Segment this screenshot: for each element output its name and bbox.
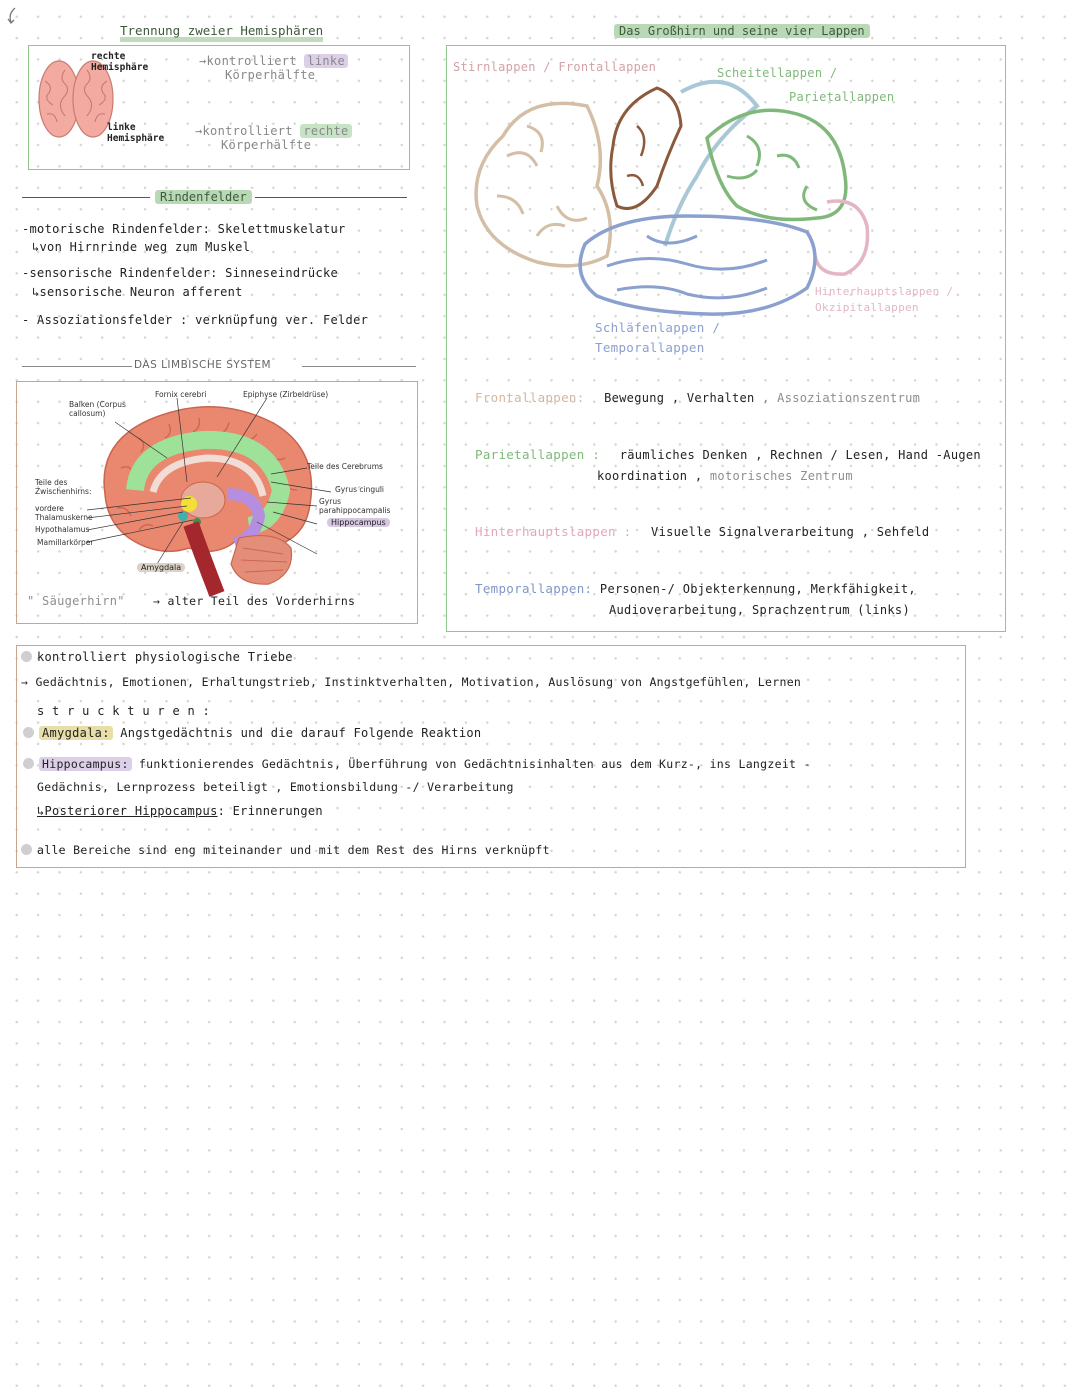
- functions-line: → Gedächtnis, Emotionen, Erhaltungstrieb, Instinktverhalten, Motivation, Auslösung von Angstgefühlen, Lernen: [21, 675, 802, 689]
- label-hypothalamus: Hypothalamus: [35, 525, 90, 534]
- divider-line: [255, 197, 407, 198]
- bullet-icon: [23, 758, 34, 769]
- lobes-title: Das Großhirn und seine vier Lappen: [614, 24, 870, 38]
- sensory-fields-detail: ↳sensorische Neuron afferent: [32, 285, 243, 299]
- parietallappen-function: Parietallappen : räumliches Denken , Rechnen / Lesen, Hand -Augen koordination , motorisches Zentrum: [475, 447, 981, 483]
- stirnlappen-label: Stirnlappen / Frontallappen: [453, 60, 657, 74]
- limbic-details-box: [16, 645, 966, 868]
- label-cerebrum: Teile des Cerebrums: [307, 462, 383, 471]
- strukturen-heading: s t r u c k t u r e n :: [37, 704, 211, 718]
- association-fields-line: - Assoziationsfelder : verknüpfung ver. Felder: [22, 313, 369, 327]
- hemispheres-box: [28, 45, 410, 170]
- temporallappen-function: Temporallappen: Personen-/ Objekterkennung, Merkfähigkeit, Audioverarbeitung, Sprachzentrum (links): [475, 581, 916, 617]
- posterior-hippocampus-line: ↳Posteriorer Hippocampus: Erinnerungen: [37, 804, 323, 818]
- label-gyrus-cinguli: Gyrus cinguli: [335, 485, 385, 494]
- scheitellappen-label: Scheitellappen /: [717, 66, 838, 80]
- hippocampus-line-2: Gedächnis, Lernprozess beteiligt , Emotionsbildung -/ Verarbeitung: [37, 780, 514, 794]
- limbic-box: [16, 381, 418, 624]
- bullet-icon: [21, 651, 32, 662]
- bullet-icon: [23, 727, 34, 738]
- left-hemisphere-function: →kontrolliert rechte Körperhälfte: [195, 124, 352, 152]
- sensory-fields-line: -sensorische Rindenfelder: Sinneseindrücke: [22, 266, 339, 280]
- triebe-line: kontrolliert physiologische Triebe: [21, 650, 293, 664]
- connected-note: alle Bereiche sind eng miteinander und mit dem Rest des Hirns verknüpft: [21, 843, 550, 857]
- hinterhauptslappen-function: Hinterhauptslappen : Visuelle Signalverarbeitung , Sehfeld: [475, 524, 930, 539]
- right-hemisphere-label: rechte Hemisphäre: [91, 51, 149, 73]
- parietallappen-label: Parietallappen: [789, 90, 895, 104]
- label-thalamus: vordere Thalamuskerne: [35, 504, 93, 522]
- divider-line: [302, 366, 416, 367]
- divider-line: [22, 197, 150, 198]
- motor-fields-detail: ↳von Hirnrinde weg zum Muskel: [32, 240, 251, 254]
- hinterhauptslappen-label: Hinterhauptslappen / Okzipitallappen: [815, 285, 954, 314]
- hippocampus-line: Hippocampus: funktionierendes Gedächtnis, Überführung von Gedächtnisinhalten aus dem Kurz-, ins Langzeit -: [23, 757, 811, 771]
- hemispheres-title: Trennung zweier Hemisphären: [120, 25, 323, 42]
- lobes-box: [446, 45, 1006, 632]
- label-hippocampus: Hippocampus: [327, 518, 390, 527]
- old-forebrain-note: → alter Teil des Vorderhirns: [153, 594, 356, 608]
- rindenfelder-title: Rindenfelder: [155, 190, 252, 204]
- motor-fields-line: -motorische Rindenfelder: Skelettmuskelatur: [22, 222, 346, 236]
- arrow-right-icon: →: [199, 54, 207, 68]
- label-mamillar: Mamillarkörper: [37, 538, 94, 547]
- saeugerhirn-label: " Säugerhirn": [27, 594, 125, 608]
- label-fornix: Fornix cerebri: [155, 390, 207, 399]
- divider-line: [22, 366, 132, 367]
- label-balken: Balken (Corpus callosum): [69, 400, 126, 418]
- label-gyrus-parahippocampalis: Gyrus parahippocampalis: [319, 497, 391, 515]
- bullet-icon: [21, 844, 32, 855]
- label-epiphyse: Epiphyse (Zirbeldrüse): [243, 390, 329, 399]
- left-hemisphere-label: linke Hemisphäre: [107, 122, 165, 144]
- right-hemisphere-function: →kontrolliert linke Körperhälfte: [199, 54, 348, 82]
- arrow-right-icon: →: [195, 124, 203, 138]
- label-zwischenhirn: Teile des Zwischenhirns:: [35, 478, 92, 496]
- corner-arrow-icon: [6, 6, 20, 30]
- frontallappen-function: Frontallappen: Bewegung , Verhalten , Assoziationszentrum: [475, 390, 921, 405]
- label-amygdala: Amygdala: [137, 563, 185, 572]
- schlaefenlappen-label: Schläfenlappen / Temporallappen: [595, 320, 721, 355]
- amygdala-line: Amygdala: Angstgedächtnis und die darauf Folgende Reaktion: [23, 726, 481, 740]
- limbic-title: DAS LIMBISCHE SYSTEM: [134, 359, 272, 371]
